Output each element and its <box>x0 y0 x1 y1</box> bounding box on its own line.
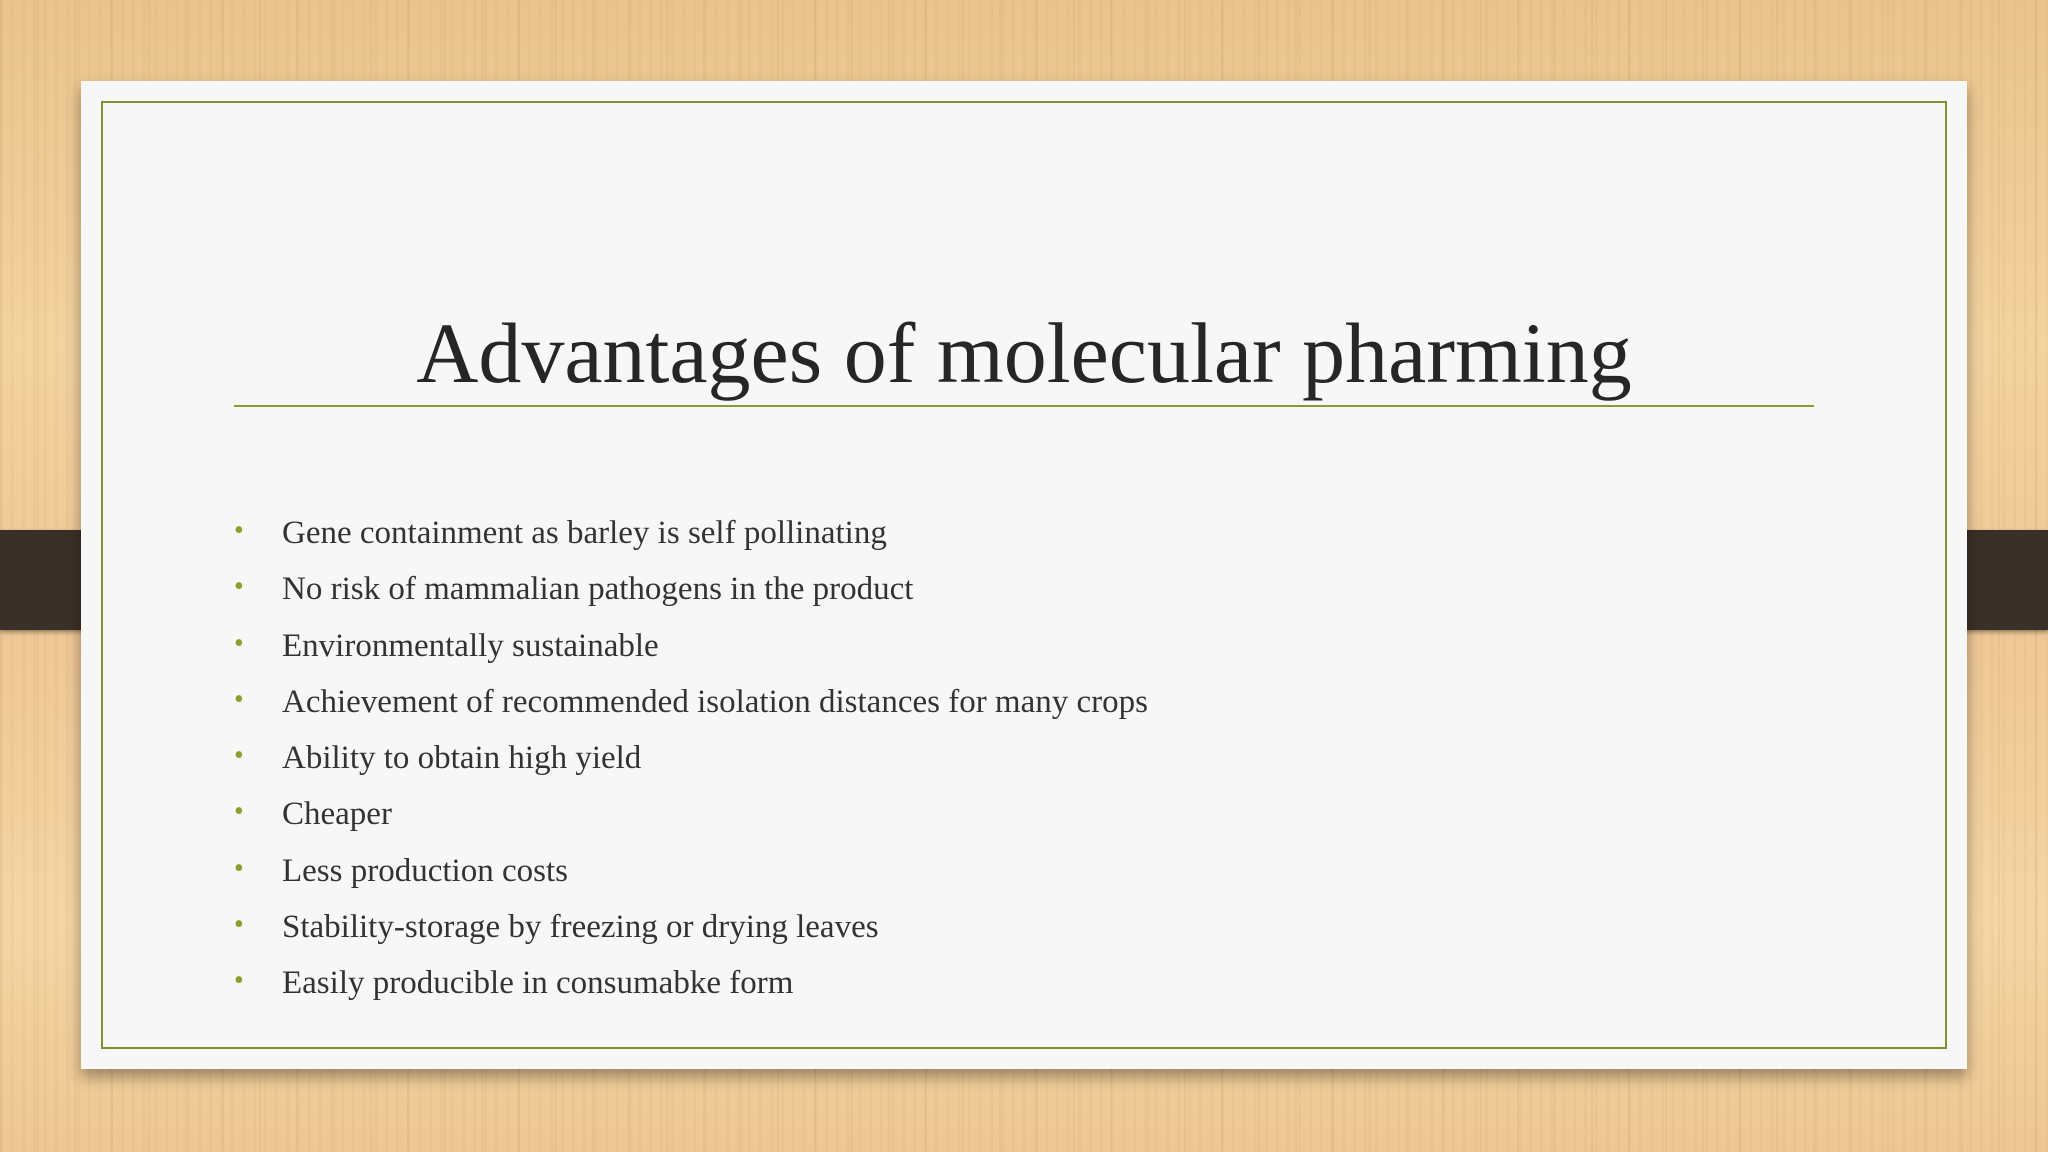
bullet-icon: • <box>234 909 244 941</box>
bullet-text: Achievement of recommended isolation distances for many crops <box>282 683 1148 720</box>
bullet-icon: • <box>234 965 244 997</box>
bullet-icon: • <box>234 740 244 772</box>
bullet-item <box>234 680 1148 736</box>
bullet-item <box>234 905 1148 961</box>
slide <box>81 81 1967 1069</box>
bullet-item <box>234 961 1148 1017</box>
bullet-text: Environmentally sustainable <box>282 627 659 664</box>
bullet-text: Easily producible in consumabke form <box>282 965 794 1002</box>
bullet-icon: • <box>234 852 244 884</box>
bullet-item <box>234 511 1148 567</box>
bullet-text: Ability to obtain high yield <box>282 740 642 777</box>
bullet-icon: • <box>234 683 244 715</box>
bullet-item <box>234 792 1148 848</box>
bullet-text: Gene containment as barley is self pollinating <box>282 515 887 551</box>
bullet-item <box>234 736 1148 792</box>
slide-title: Advantages of molecular pharming <box>416 305 1632 401</box>
bullet-item <box>234 849 1148 905</box>
title-divider <box>234 405 1814 407</box>
bullet-text: Stability-storage by freezing or drying leaves <box>282 909 879 946</box>
bullet-item <box>234 624 1148 680</box>
bullet-icon: • <box>234 571 244 603</box>
bullet-text: Cheaper <box>282 796 392 833</box>
bullet-icon: • <box>234 796 244 828</box>
bullet-text: Less production costs <box>282 852 568 889</box>
bullet-item <box>234 567 1148 623</box>
bullet-list <box>234 511 1148 1018</box>
bullet-icon: • <box>234 627 244 659</box>
bullet-text: No risk of mammalian pathogens in the product <box>282 571 914 608</box>
bullet-icon: • <box>234 515 244 546</box>
